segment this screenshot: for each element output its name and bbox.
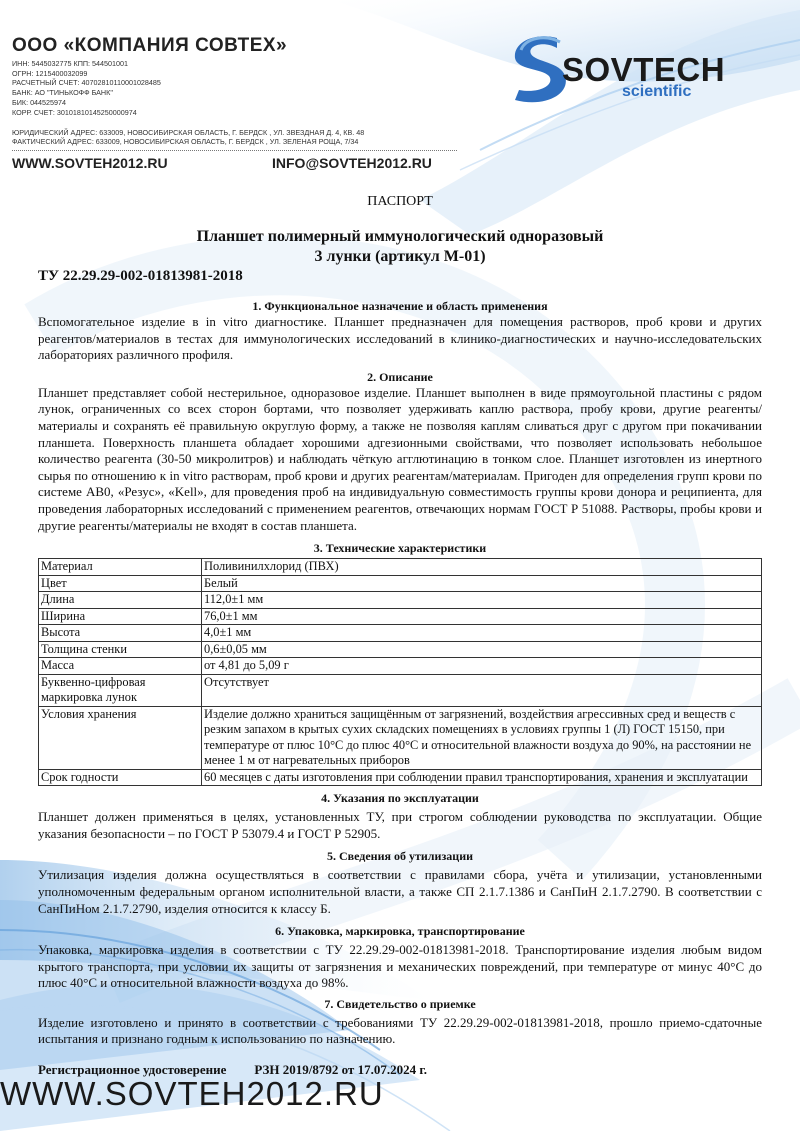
header-divider <box>12 150 457 151</box>
requisite-bik: БИК: 044525974 <box>12 97 67 107</box>
spec-value: Отсутствует <box>202 674 762 706</box>
table-row <box>39 559 762 576</box>
spec-label: Высота <box>39 625 202 642</box>
table-row <box>39 706 762 769</box>
table-row <box>39 674 762 706</box>
section-2-text: Планшет представляет собой нестерильное, одноразовое изделие. Планшет выполнен в виде прямоугольной пластины с рядом лунок, ограниченных со всех сторон бортами, что позволяет удерживать каплю раствора, пробу крови, другие реагенты/материалы и сохранять её правильную округлую форму, а также не позволяя каплям сливаться друг с другом при покачивании планшета. Поверхность планшета обладает хорошими адгезионными свойствами, что позволяет использовать небольшое количество реагента (30-50 микролитров) и наблюдать чёткую агглютинацию в тонком слое. Планшет изготовлен из инертного сырья по отношению к in vitro растворам, проб крови и других реагентам/материалам. Пригоден для определения групп крови по системе АВ0, «Резус», «Kell», для проведения проб на индивидуальную совместимость группы крови донора и реципиента, для проведения лабораторных исследований с применением реагентов, отвечающих нормам ГОСТ Р 51088. Растворы, пробы крови и другие реагенты/материалы не входят в состав планшета. <box>38 384 762 533</box>
spec-label: Масса <box>39 658 202 675</box>
company-name: ООО «КОМПАНИЯ СОВТЕХ» <box>12 35 288 56</box>
spec-label: Материал <box>39 559 202 576</box>
requisite-ogrn: ОГРН: 1215400032099 <box>12 68 88 78</box>
document-body <box>38 298 762 1078</box>
requisite-account: РАСЧЕТНЫЙ СЧЕТ: 40702810110001028485 <box>12 78 161 88</box>
table-row <box>39 658 762 675</box>
header-email-link[interactable]: INFO@SOVTEH2012.RU <box>272 155 432 171</box>
section-1-text: Вспомогательное изделие в in vitro диагностике. Планшет предназначен для помещения растворов, проб крови и других реагентов/материалов в тестах для иммунологических исследований в клинико-диагностических и научно-исследовательских лабораториях различного профиля. <box>38 314 762 363</box>
section-6-text: Упаковка, маркировка изделия в соответствии с ТУ 22.29.29-002-01813981-2018. Транспортирование изделия любым видом крытого транспорта, при условии их защиты от загрязнения и механических повреждений, при температуре от минус 40°С до плюс 40°С и относительной влажности воздуха до 98%. <box>38 942 762 991</box>
actual-address: ФАКТИЧЕСКИЙ АДРЕС: 633009, НОВОСИБИРСКАЯ ОБЛАСТЬ, Г. БЕРДСК , УЛ. ЗЕЛЕНАЯ РОЩА, 7/34 <box>12 137 359 147</box>
spec-label: Длина <box>39 592 202 609</box>
logo-subtext: scientific <box>622 83 692 100</box>
table-row <box>39 625 762 642</box>
company-addresses <box>12 128 472 146</box>
section-4-text: Планшет должен применяться в целях, установленных ТУ, при строгом соблюдении руководства по эксплуатации. Общие указания безопасности – по ГОСТ Р 53079.4 и ГОСТ Р 52905. <box>38 809 762 841</box>
spec-value: Белый <box>202 575 762 592</box>
section-6-title: 6. Упаковка, маркировка, транспортирование <box>275 924 525 939</box>
tu-code: ТУ 22.29.29-002-01813981-2018 <box>38 268 243 284</box>
table-row <box>39 608 762 625</box>
logo-brand-text: SOVTECH <box>562 51 726 88</box>
product-title-line2: 3 лунки (артикул М-01) <box>314 248 486 265</box>
section-3-title: 3. Технические характеристики <box>313 541 487 556</box>
section-4-title: 4. Указания по эксплуатации <box>321 791 479 806</box>
legal-address: ЮРИДИЧЕСКИЙ АДРЕС: 633009, НОВОСИБИРСКАЯ ОБЛАСТЬ, Г. БЕРДСК , УЛ. ЗВЕЗДНАЯ Д. 4, КВ. 48 <box>12 128 365 137</box>
spec-label: Срок годности <box>39 769 202 786</box>
section-7-text: Изделие изготовлено и принято в соответствии с требованиями ТУ 22.29.29-002-01813981-2018, прошло приемо-сдаточные испытания и признано годным к использованию по назначению. <box>38 1014 762 1047</box>
table-row <box>39 575 762 592</box>
table-row <box>39 592 762 609</box>
table-row <box>39 769 762 786</box>
registration-number: РЗН 2019/8792 от 17.07.2024 г. <box>254 1062 428 1078</box>
spec-value: от 4,81 до 5,09 г <box>202 658 762 675</box>
spec-label: Ширина <box>39 608 202 625</box>
spec-label: Цвет <box>39 575 202 592</box>
footer-website-link[interactable]: WWW.SOVTEH2012.RU <box>0 1075 384 1112</box>
spec-value: Поливинилхлорид (ПВХ) <box>202 559 762 576</box>
requisite-bank: БАНК: АО "ТИНЬКОФФ БАНК" <box>12 88 113 98</box>
spec-label: Условия хранения <box>39 706 202 769</box>
spec-value: 112,0±1 мм <box>202 592 762 609</box>
spec-value: 60 месяцев с даты изготовления при соблюдении правил транспортирования, хранения и эксплуатации <box>202 769 762 786</box>
spec-value: 76,0±1 мм <box>202 608 762 625</box>
product-title <box>0 227 800 267</box>
section-2-title: 2. Описание <box>367 369 433 384</box>
header-website-link[interactable]: WWW.SOVTEH2012.RU <box>12 155 168 171</box>
requisite-corr-account: КОРР. СЧЕТ: 30101810145250000974 <box>12 107 137 117</box>
section-5-text: Утилизация изделия должна осуществляться в соответствии с правилами сбора, учёта и утилизации, установленными уполномоченным федеральным органом исполнительной власти, а также СП 2.1.7.1386 и СанПиН 2.1.7.2790. В соответствии с СанПиНом 2.1.7.2790, изделия относится к классу Б. <box>38 867 762 916</box>
registration-label: Регистрационное удостоверение <box>38 1062 227 1078</box>
product-title-line1: Планшет полимерный иммунологический одноразовый <box>196 228 604 245</box>
section-7-title: 7. Свидетельство о приемке <box>324 996 476 1011</box>
tech-specs-table <box>38 558 762 786</box>
spec-value: 0,6±0,05 мм <box>202 641 762 658</box>
spec-value: 4,0±1 мм <box>202 625 762 642</box>
table-row <box>39 641 762 658</box>
spec-value: Изделие должно храниться защищённым от загрязнений, воздействия агрессивных сред и веществ с резким запахом в крытых сухих складских помещениях в условиях группы 1 (Л) ГОСТ 15150, при температуре от плюс 10°С до плюс 40°С и относительной влажности воздуха до 90%, на расстоянии не менее 1 м от нагревательных приборов <box>202 706 762 769</box>
requisite-inn: ИНН: 5445032775 КПП: 544501001 <box>12 59 129 68</box>
section-5-title: 5. Сведения об утилизации <box>326 849 474 864</box>
section-1-title: 1. Функциональное назначение и область применения <box>252 299 548 313</box>
spec-label: Буквенно-цифровая маркировка лунок <box>39 674 202 706</box>
spec-label: Толщина стенки <box>39 641 202 658</box>
document-title: ПАСПОРТ <box>367 194 433 209</box>
company-requisites <box>12 59 472 117</box>
